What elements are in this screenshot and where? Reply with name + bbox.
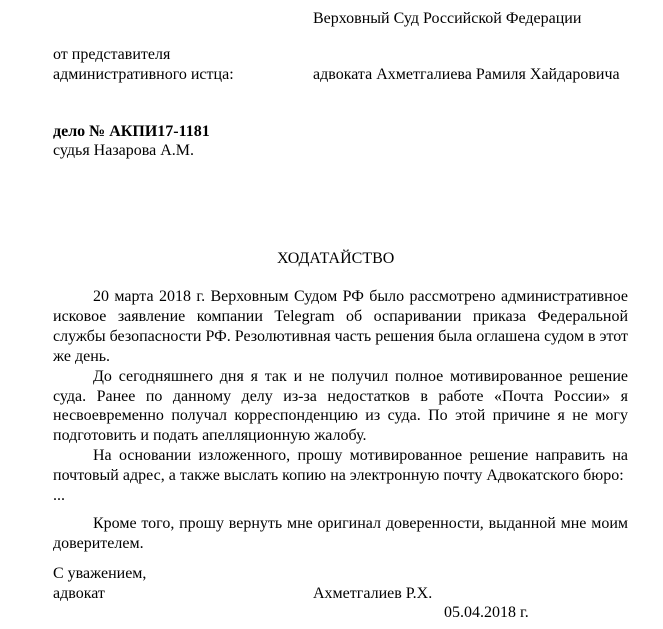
closing-regards: С уважением, bbox=[53, 565, 147, 582]
court-name: Верховный Суд Российской Федерации bbox=[313, 10, 582, 27]
paragraph-4: Кроме того, прошу вернуть мне оригинал доверенности, выданной мне моим доверителем. bbox=[53, 514, 628, 552]
judge-name: судья Назарова А.М. bbox=[53, 142, 194, 159]
email-placeholder: ... bbox=[53, 487, 65, 505]
document-title: ХОДАТАЙСТВО bbox=[277, 250, 395, 267]
document-date: 05.04.2018 г. bbox=[444, 604, 529, 621]
from-label-line-1: от представителя bbox=[53, 46, 171, 63]
document-body bbox=[53, 287, 628, 554]
paragraph-1: 20 марта 2018 г. Верховным Судом РФ было рассмотрено административное исковое заявление компании Telegram об оспаривании приказа Федеральной службы безопасности РФ. Резолютивная часть решения была оглашена судом в этот же день. bbox=[53, 288, 628, 365]
case-number: дело № АКПИ17-1181 bbox=[53, 123, 210, 140]
closing-role: адвокат bbox=[53, 585, 105, 602]
signature-name: Ахметгалиев Р.Х. bbox=[313, 585, 433, 602]
representative-name: адвоката Ахметгалиева Рамиля Хайдаровича bbox=[313, 66, 620, 83]
paragraph-3: На основании изложенного, прошу мотивированное решение направить на почтовый адрес, а также выслать копию на электронную почту Адвокатского бюро: bbox=[53, 447, 628, 485]
from-label-line-2: административного истца: bbox=[53, 66, 234, 83]
paragraph-2: До сегодняшнего дня я так и не получил полное мотивированное решение суда. Ранее по данному делу из-за недостатков в работе «Почта России» я несвоевременно получал корреспонденцию из суда. По этой причине я не могу подготовить и подать апелляционную жалобу. bbox=[53, 367, 628, 445]
